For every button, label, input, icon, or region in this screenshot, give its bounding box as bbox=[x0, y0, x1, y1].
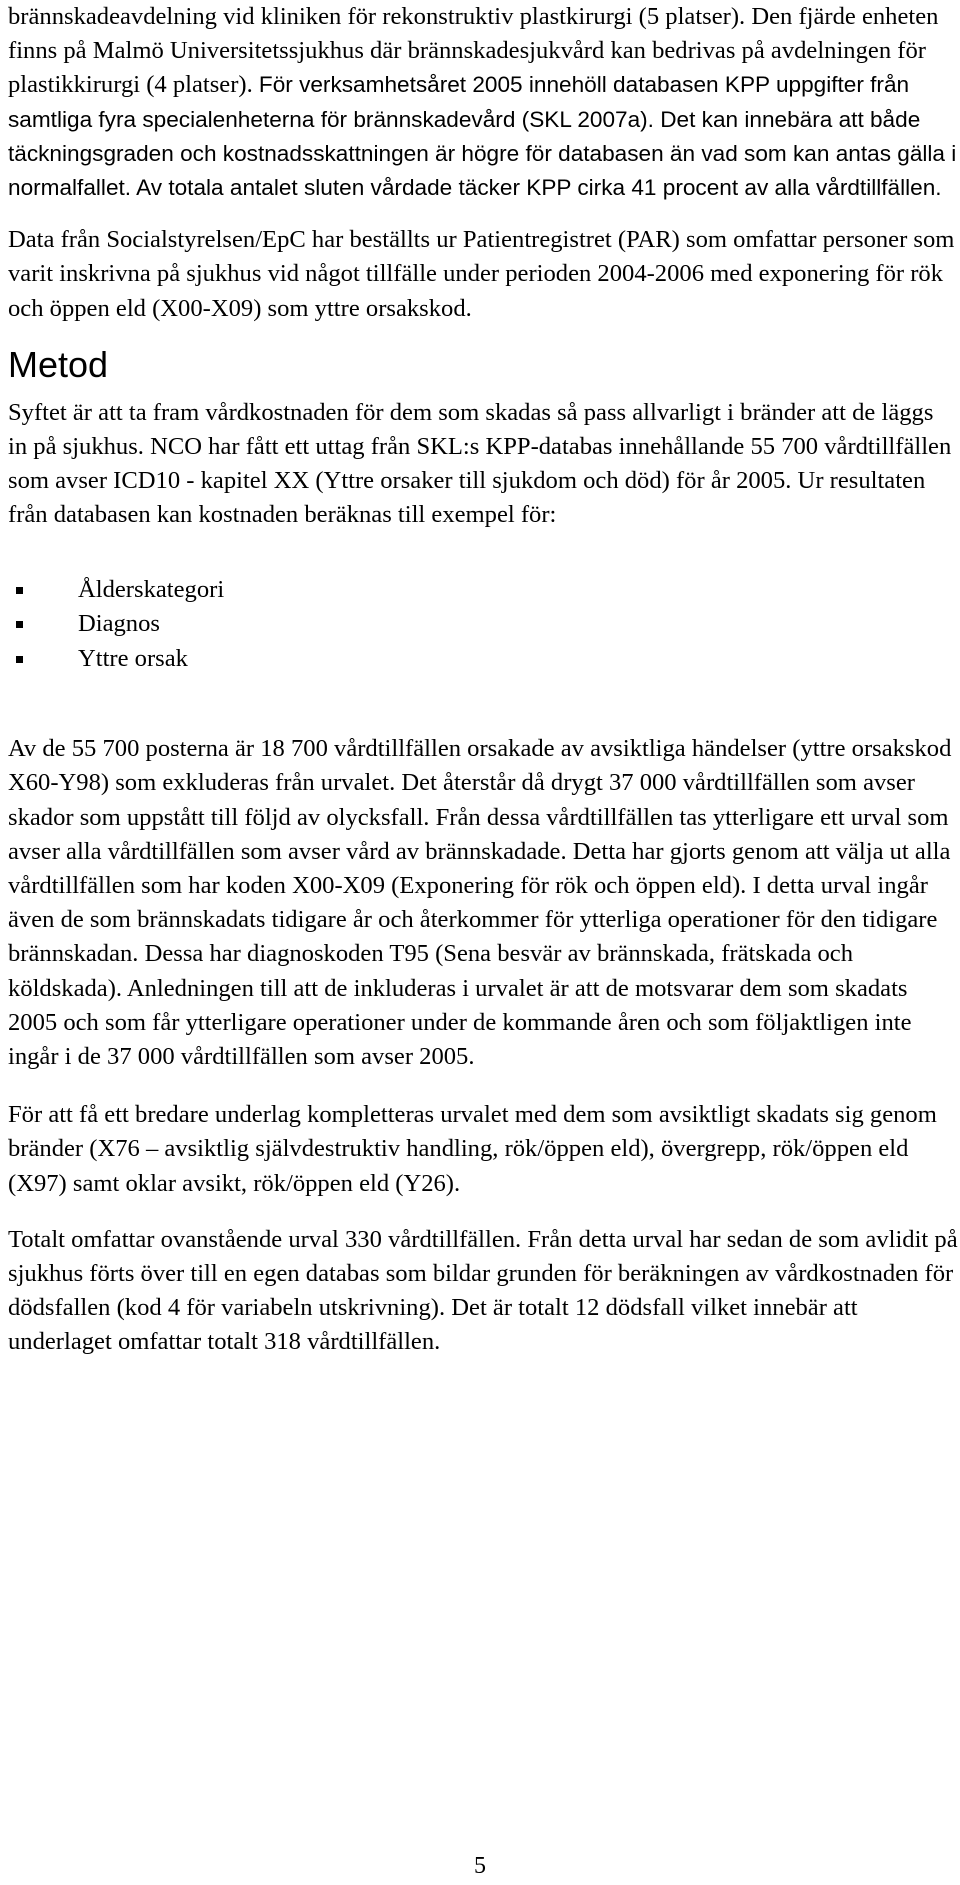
list-item bbox=[8, 607, 958, 642]
square-bullet-icon bbox=[16, 621, 23, 628]
page-number: 5 bbox=[474, 1853, 486, 1879]
paragraph-burn-units-serif: brännskadeavdelning vid kliniken för rekonstruktiv plastkirurgi (5 platser). Den fjärde enheten finns på Malmö Universitetssjukhus där brännskadesjukvård kan bedrivas på avdelningen för plastikkirurgi (4 platser). bbox=[8, 3, 939, 99]
paragraph-total-selection: Totalt omfattar ovanstående urval 330 vårdtillfällen. Från detta urval har sedan de som avlidit på sjukhus förts över till en egen databas som bildar grunden för beräkningen av vårdkostnaden för dödsfallen (kod 4 för variabeln utskrivning). Det är totalt 12 dödsfall vilket innebär att underlaget omfattar totalt 318 vårdtillfällen. bbox=[8, 1225, 958, 1356]
section-heading-metod: Metod bbox=[8, 343, 109, 385]
list-item-label: Ålderskategori bbox=[78, 575, 225, 603]
paragraph-patient-register: Data från Socialstyrelsen/EpC har beställts ur Patientregistret (PAR) som omfattar personer som varit inskrivna på sjukhus vid något tillfälle under perioden 2004-2006 med exponering för rök och öppen eld (X00-X09) som yttre orsakskod. bbox=[8, 226, 955, 322]
list-item-label: Yttre orsak bbox=[78, 644, 188, 672]
paragraph-selection-process: Av de 55 700 posterna är 18 700 vårdtillfällen orsakade av avsiktliga händelser (yttre orsakskod X60-Y98) som exkluderas från urvalet. Det återstår då drygt 37 000 vårdtillfällen som avser skador som uppstått till följd av olycksfall. Från dessa vårdtillfällen tas ytterligare ett urval som avser alla vårdtillfällen som avser vård av brännskadade. Detta har gjorts genom att välja ut alla vårdtillfällen som har koden X00-X09 (Exponering för rök och öppen eld). I detta urval ingår även de som brännskadats tidigare år och återkommer för ytterliga operationer för den tidigare brännskadan. Dessa har diagnoskoden T95 (Sena besvär av brännskada, frätskada och köldskada). Anledningen till att de inkluderas i urvalet är att de motsvarar dem som skadats 2005 och som får ytterligare operationer under de kommande åren och som följaktligen inte ingår i de 37 000 vårdtillfällen som avser 2005. bbox=[8, 735, 952, 1070]
document-body bbox=[8, 0, 958, 1360]
paragraph-burn-units bbox=[8, 0, 958, 205]
bullet-list bbox=[8, 573, 958, 677]
square-bullet-icon bbox=[16, 656, 23, 663]
list-item bbox=[8, 573, 958, 608]
list-item bbox=[8, 642, 958, 677]
paragraph-method-purpose: Syftet är att ta fram vårdkostnaden för dem som skadas så pass allvarligt i bränder att de läggs in på sjukhus. NCO har fått ett uttag från SKL:s KPP-databas innehållande 55 700 vårdtillfällen som avser ICD10 - kapitel XX (Yttre orsaker till sjukdom och död) för år 2005. Ur resultaten från databasen kan kostnaden beräknas till exempel för: bbox=[8, 398, 952, 529]
paragraph-supplementary-selection: För att få ett bredare underlag kompletteras urvalet med dem som avsiktligt skadats sig genom bränder (X76 – avsiktlig självdestruktiv handling, rök/öppen eld), övergrepp, rök/öppen eld (X97) samt oklar avsikt, rök/öppen eld (Y26). bbox=[8, 1101, 937, 1197]
paragraph-kpp-coverage: För verksamhetsåret 2005 innehöll databasen KPP uppgifter från samtliga fyra specialenheterna för brännskadevård (SKL 2007a). Det kan innebära att både täckningsgraden och kostnadsskattningen är högre för databasen än vad som kan antas gälla i normalfallet. Av totala antalet sluten vårdade täcker KPP cirka 41 procent av alla vårdtillfällen. bbox=[8, 72, 957, 201]
square-bullet-icon bbox=[16, 587, 23, 594]
list-item-label: Diagnos bbox=[78, 610, 160, 638]
